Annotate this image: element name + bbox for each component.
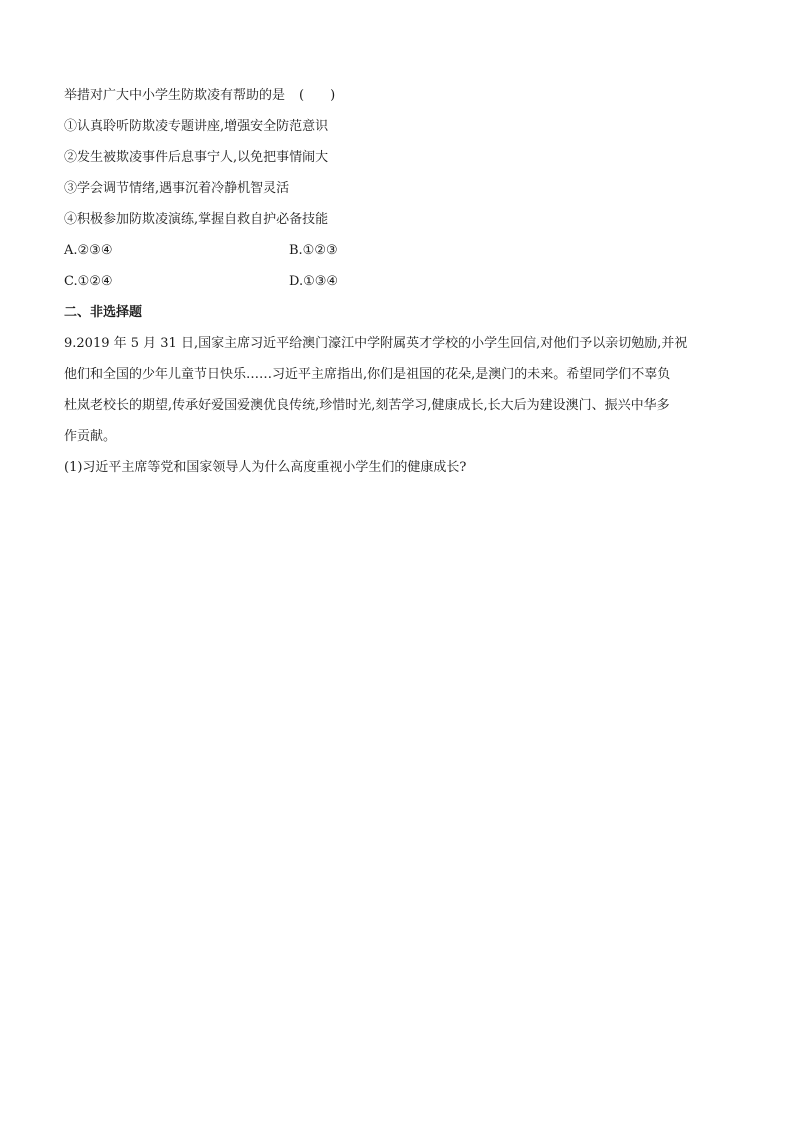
statement-2: ②发生被欺凌事件后息事宁人,以免把事情闹大 [64, 150, 329, 165]
question-9-line-3: 杜岚老校长的期望,传承好爱国爱澳优良传统,珍惜时光,刻苦学习,健康成长,长大后为建设澳门、振兴中华多 [64, 398, 670, 413]
section-title: 二、非选择题 [64, 305, 143, 320]
question-9-line-4: 作贡献。 [64, 429, 117, 444]
question-9-sub-1: (1)习近平主席等党和国家领导人为什么高度重视小学生们的健康成长? [64, 460, 467, 475]
question-8-stem [64, 87, 335, 105]
answer-parentheses: ( ) [299, 88, 336, 103]
statement-3: ③学会调节情绪,遇事沉着冷静机智灵活 [64, 181, 290, 196]
question-8-stem-text: 举措对广大中小学生防欺凌有帮助的是 [64, 88, 286, 103]
question-9-line-1: 9.2019 年 5 月 31 日,国家主席习近平给澳门濠江中学附属英才学校的小学生回信,对他们予以亲切勉励,并祝 [64, 336, 688, 351]
option-d: D.①③④ [289, 274, 339, 289]
question-9-line-2: 他们和全国的少年儿童节日快乐……习近平主席指出,你们是祖国的花朵,是澳门的未来。希望同学们不辜负 [64, 367, 671, 382]
option-c: C.①②④ [64, 274, 113, 289]
statement-1: ①认真聆听防欺凌专题讲座,增强安全防范意识 [64, 119, 329, 134]
statement-4: ④积极参加防欺凌演练,掌握自救自护必备技能 [64, 212, 329, 227]
option-b: B.①②③ [289, 243, 338, 258]
option-a: A.②③④ [64, 243, 113, 258]
